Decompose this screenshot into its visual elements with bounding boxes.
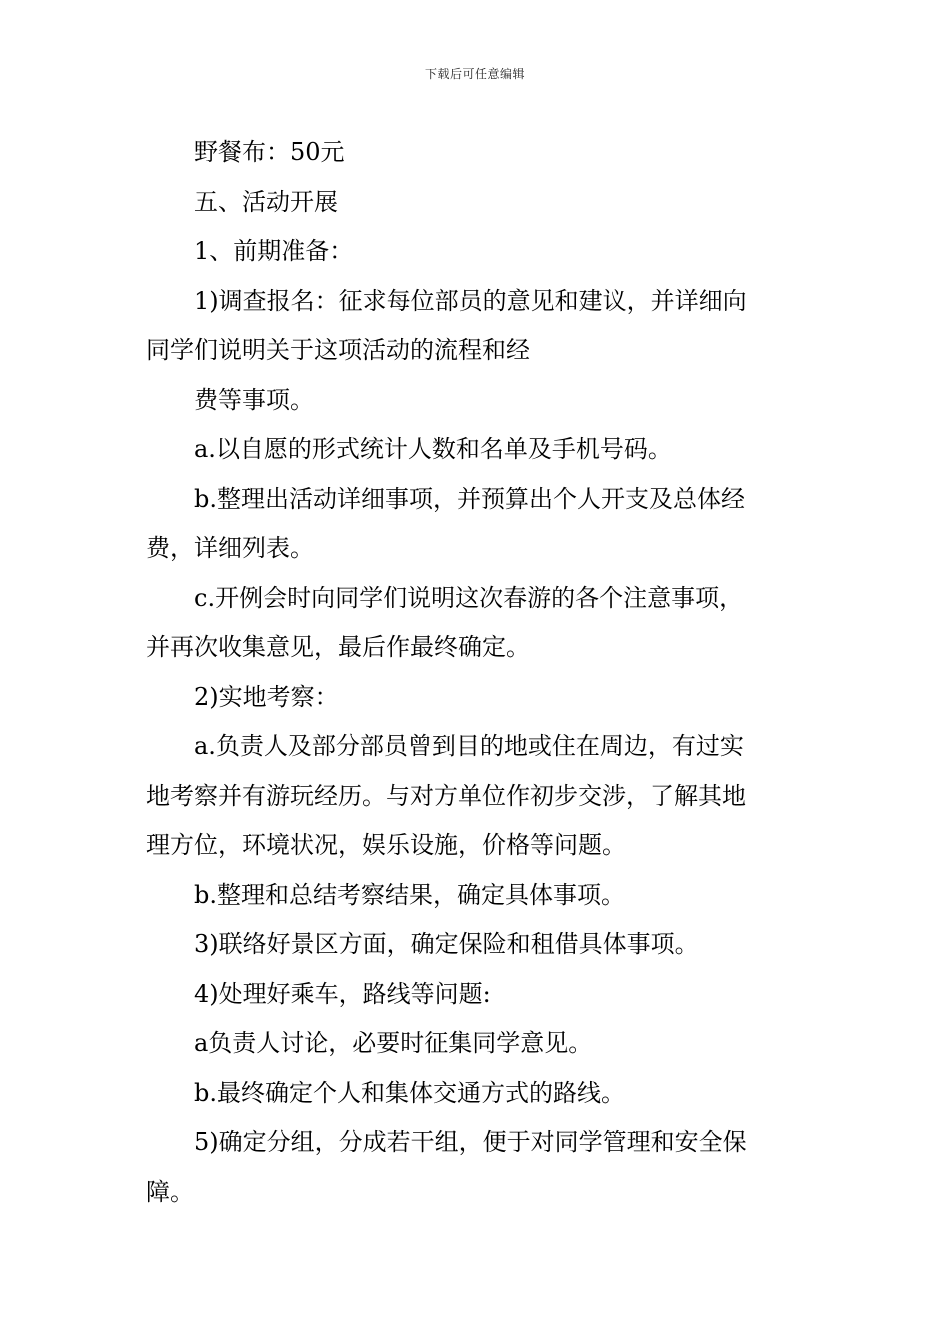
paragraph-line: 地考察并有游玩经历。与对方单位作初步交涉，了解其地 bbox=[146, 781, 746, 810]
paragraph-line: 5)确定分组，分成若干组，便于对同学管理和安全保 bbox=[194, 1128, 747, 1156]
paragraph-line: 3)联络好景区方面，确定保险和租借具体事项。 bbox=[194, 930, 699, 958]
paragraph-line: 2)实地考察： bbox=[194, 682, 339, 711]
document-body bbox=[146, 128, 808, 1217]
paragraph-line: 1、前期准备： bbox=[194, 237, 354, 265]
paragraph-line: 费，详细列表。 bbox=[146, 534, 314, 562]
paragraph-line: 1)调查报名：征求每位部员的意见和建议，并详细向 bbox=[194, 286, 747, 315]
paragraph-line: b.整理出活动详细事项，并预算出个人开支及总体经 bbox=[194, 484, 745, 513]
paragraph-line: 4)处理好乘车，路线等问题: bbox=[194, 979, 491, 1008]
paragraph-line: 理方位，环境状况，娱乐设施，价格等问题。 bbox=[146, 831, 626, 859]
paragraph-line: 同学们说明关于这项活动的流程和经 bbox=[146, 336, 530, 364]
paragraph-line: 障。 bbox=[146, 1177, 194, 1206]
page-header: 下载后可任意编辑 bbox=[424, 67, 525, 81]
paragraph-line: 五、活动开展 bbox=[194, 187, 338, 216]
paragraph-line: a.负责人及部分部员曾到目的地或住在周边，有过实 bbox=[194, 732, 744, 760]
paragraph-line: b.整理和总结考察结果，确定具体事项。 bbox=[194, 880, 625, 909]
paragraph-line: c.开例会时向同学们说明这次春游的各个注意事项， bbox=[194, 583, 744, 612]
paragraph-line: a负责人讨论，必要时征集同学意见。 bbox=[194, 1029, 593, 1057]
paragraph-line: 费等事项。 bbox=[194, 385, 314, 414]
paragraph-line: 野餐布：50元 bbox=[194, 138, 345, 166]
paragraph-line: b.最终确定个人和集体交通方式的路线。 bbox=[194, 1078, 625, 1107]
paragraph-line: 并再次收集意见，最后作最终确定。 bbox=[146, 633, 530, 661]
paragraph-line: a.以自愿的形式统计人数和名单及手机号码。 bbox=[194, 435, 672, 463]
